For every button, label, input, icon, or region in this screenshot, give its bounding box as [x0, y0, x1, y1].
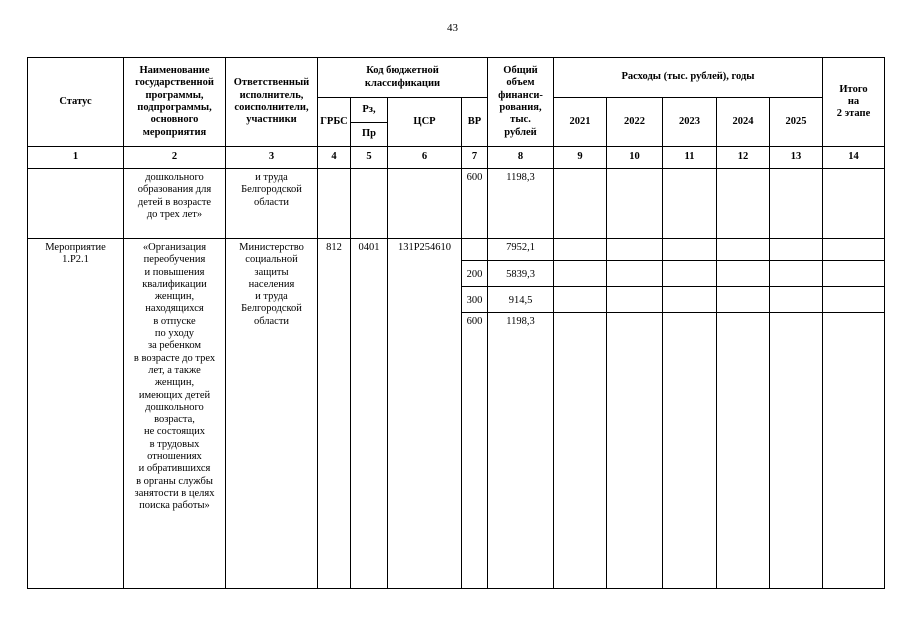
continuation-executor: и труда Белгородской области	[226, 169, 318, 239]
header-expenses: Расходы (тыс. рублей), годы	[554, 58, 823, 98]
header-pr: Пр	[351, 123, 388, 147]
measure-vr: 600	[462, 313, 488, 589]
header-rz: Рз,	[351, 98, 388, 123]
column-number: 14	[823, 147, 885, 169]
measure-grbs: 812	[318, 239, 351, 589]
header-year-2023: 2023	[663, 98, 717, 147]
header-grbs: ГРБС	[318, 98, 351, 147]
column-number: 8	[488, 147, 554, 169]
measure-total: 5839,3	[488, 261, 554, 287]
measure-csr: 131Р254610	[388, 239, 462, 589]
header-stage-total: Итого на 2 этапе	[823, 58, 885, 147]
header-budget-code: Код бюджетной классификации	[318, 58, 488, 98]
measure-vr	[462, 239, 488, 261]
header-vr: ВР	[462, 98, 488, 147]
header-status: Статус	[28, 58, 124, 147]
budget-table	[27, 57, 885, 589]
header-year-2025: 2025	[770, 98, 823, 147]
header-year-2021: 2021	[554, 98, 607, 147]
column-number: 12	[717, 147, 770, 169]
header-csr: ЦСР	[388, 98, 462, 147]
column-number: 4	[318, 147, 351, 169]
continuation-name: дошкольного образования для детей в возрасте до трех лет»	[124, 169, 226, 239]
continuation-total: 1198,3	[488, 169, 554, 239]
measure-rzpr: 0401	[351, 239, 388, 589]
table-header	[28, 58, 885, 169]
table-row-measure	[28, 239, 885, 261]
column-number: 13	[770, 147, 823, 169]
column-number: 5	[351, 147, 388, 169]
column-number: 2	[124, 147, 226, 169]
column-number: 6	[388, 147, 462, 169]
header-executor: Ответственный исполнитель, соисполнители, участники	[226, 58, 318, 147]
header-name: Наименование государственной программы, подпрограммы, основного мероприятия	[124, 58, 226, 147]
measure-vr: 200	[462, 261, 488, 287]
column-number-row	[28, 147, 885, 169]
column-number: 3	[226, 147, 318, 169]
measure-total: 914,5	[488, 287, 554, 313]
page-number: 43	[447, 22, 458, 34]
column-number: 7	[462, 147, 488, 169]
measure-total: 1198,3	[488, 313, 554, 589]
measure-total: 7952,1	[488, 239, 554, 261]
continuation-vr: 600	[462, 169, 488, 239]
column-number: 9	[554, 147, 607, 169]
header-year-2024: 2024	[717, 98, 770, 147]
measure-executor: Министерство социальной защиты населения и труда Белгородской области	[226, 239, 318, 589]
table-row-continuation	[28, 169, 885, 239]
header-total-volume: Общий объем финанси- рования, тыс. рублей	[488, 58, 554, 147]
measure-vr: 300	[462, 287, 488, 313]
column-number: 10	[607, 147, 663, 169]
column-number: 11	[663, 147, 717, 169]
measure-name: «Организация переобучения и повышения квалификации женщин, находящихся в отпуске по уходу за ребенком в возрасте до трех лет, а также женщин, имеющих детей дошкольного возраста, не состоящих в трудовых отношениях и обратившихся в органы службы занятости в целях поиска работы»	[124, 239, 226, 589]
measure-status: Мероприятие 1.Р2.1	[28, 239, 124, 589]
header-year-2022: 2022	[607, 98, 663, 147]
column-number: 1	[28, 147, 124, 169]
